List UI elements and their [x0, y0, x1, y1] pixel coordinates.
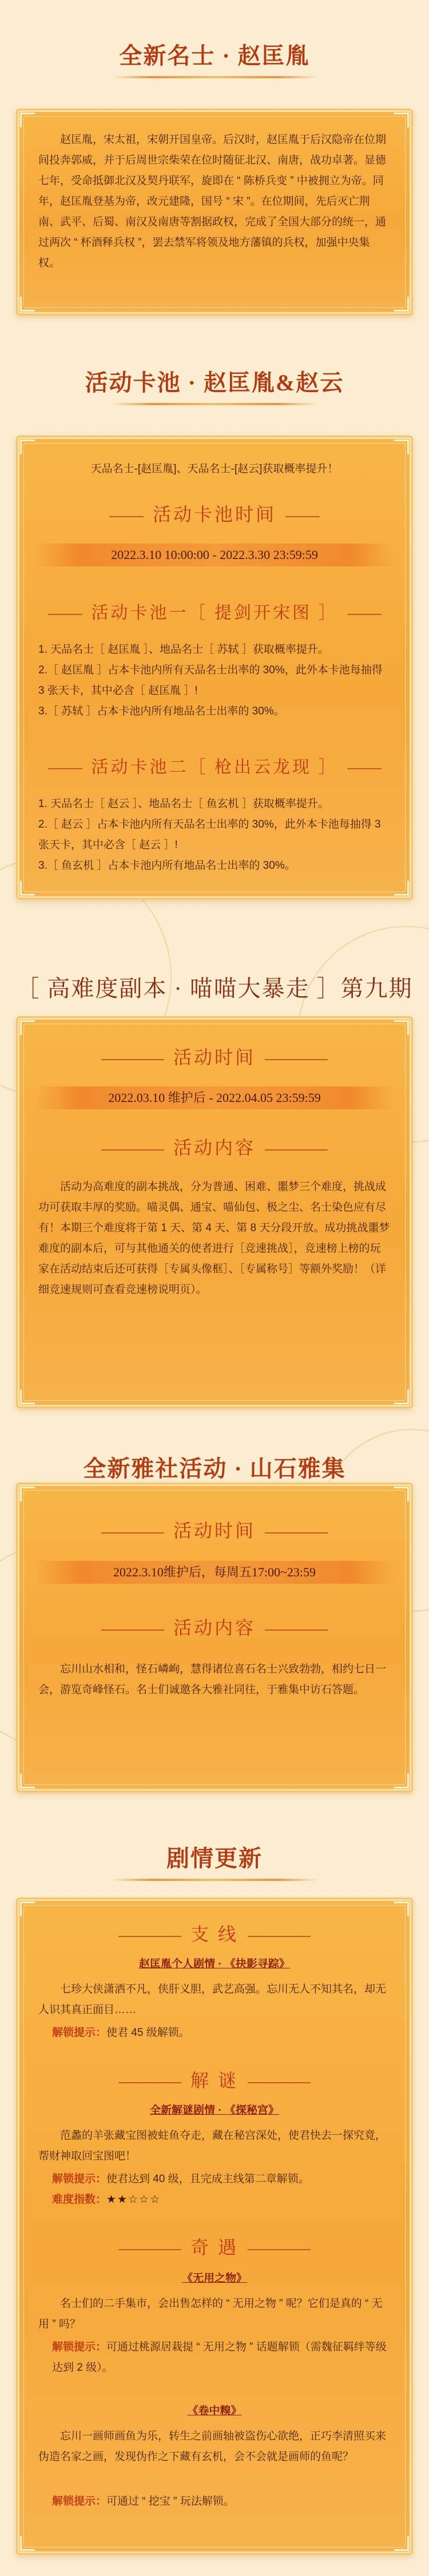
pool1-rules-list [38, 640, 391, 722]
adventure2-story-text: 忘川一画师画鱼为乐，转生之前画轴被盗伤心欲绝，正巧李清照买来伪造名家之画，发现伪作之下藏有玄机，会不会就是画师的鱼呢？ [38, 2430, 387, 2463]
pool-time-heading: 活动卡池时间 [18, 500, 411, 526]
puzzle-unlock-hint: 解锁提示：使君达到 40 级，且完成主线第二章解锁。 [52, 2173, 309, 2185]
adventure-heading: 奇 遇 [18, 2233, 411, 2259]
pool1-rule: 1. 天品名士［ 赵匡胤 ］、地品名士［ 苏轼 ］获取概率提升。 [38, 644, 329, 656]
title-underline-decoration [112, 403, 317, 405]
pool-time-ribbon: 2022.3.10 10:00:00 - 2022.3.30 23:59:59 [35, 544, 394, 566]
difficulty-stars: ★★☆☆☆ [106, 2194, 161, 2206]
pool1-rule: 2.［ 赵匡胤 ］占本卡池内所有天品名士出率的 30%，此外本卡池每抽得 3 张天卡，其中必含［ 赵匡胤 ］! [38, 664, 383, 697]
section-title-story-update: 剧情更新 [0, 1840, 429, 1881]
pool1-heading: 活动卡池一［ 提剑开宋图 ］ [18, 598, 411, 624]
adventure1-unlock-hint: 解锁提示：可通过桃源居栽提 “ 无用之物 ” 话题解锁（需魏征羁绊等级达到 2 级）。 [52, 2341, 387, 2374]
branch-story-text: 七珍大侠潇洒不凡，侠肝义胆，武艺高强。忘川无人不知其名，却无人识其真正面目…… [38, 1983, 387, 2016]
pool2-heading: 活动卡池二［ 枪出云龙现 ］ [18, 753, 411, 778]
section-title-new-celebrity: 全新名士 · 赵匡胤 [0, 38, 429, 78]
dungeon-time-heading: 活动时间 [18, 1043, 411, 1069]
celebrity-intro-panel [16, 109, 413, 315]
puzzle-difficulty: 难度指数：★★☆☆☆ [52, 2194, 161, 2206]
card-pool-panel [16, 436, 413, 900]
yashe-time-heading: 活动时间 [18, 1516, 411, 1543]
section-title-dungeon: ［ 高难度副本 · 喵喵大暴走 ］第九期 [16, 976, 413, 1001]
celebrity-bio-text: 赵匡胤，宋太祖，宋朝开国皇帝。后汉时，赵匡胤于后汉隐帝在位期间投奔郭威，并于后周世宗柴荣在位时随征北汉、南唐，战功卓著。显德七年，受命抵御北汉及契丹联军，旋即在 “ 陈桥兵变 ” 中被拥立为帝。同年，赵匡胤登基为帝，改元建隆，国号 “ 宋 ”。在位期间，先后灭亡荆南、武平、后蜀、南汉及南唐等割据政权，完成了全国大部分的统一，通过两次 “ 杯酒释兵权 ”，罢去禁军将领及地方藩镇的兵权，加强中央集权。 [38, 134, 387, 269]
puzzle-heading: 解 谜 [18, 2066, 411, 2092]
pool2-rule: 1. 天品名士［ 赵云 ］、地品名士［ 鱼玄机 ］获取概率提升。 [38, 798, 329, 810]
dungeon-content-text: 活动为高难度的副本挑战，分为普通、困难、噩梦三个难度，挑战成功可获取丰厚的奖励。喵灵偶、通宝、喵仙包、极之尘、名士染色应有尽有！本期三个难度将于第 1 天、第 4 天、第 8 天分段开放。成功挑战噩梦难度的副本后，可与其他通关的使者进行［竞速挑战］，竞速榜上榜的玩家在活动结束后还可获得［专属头像框］、［专属称号］等额外奖励！（详细竞速规则可查看竞速榜说明页）。 [38, 1181, 390, 1296]
puzzle-story-text: 范蠡的羊张藏宝图被蛀鱼夺走，藏在秘宫深处，使君快去一探究竟，帮财神取回宝图吧！ [38, 2130, 387, 2162]
adventure1-story-name: 《无用之物》 [181, 2273, 247, 2285]
dungeon-content-heading: 活动内容 [18, 1133, 411, 1160]
branch-heading: 支 线 [18, 1920, 411, 1946]
pool2-rules-list [38, 794, 391, 876]
dungeon-time-ribbon: 2022.03.10 维护后 - 2022.04.05 23:59:59 [35, 1087, 394, 1109]
pool1-rule: 3.［ 苏轼 ］占本卡池内所有地品名士出率的 30%。 [38, 705, 285, 717]
pool2-rule: 2.［ 赵云 ］占本卡池内所有天品名士出率的 30%，此外本卡池每抽得 3 张天卡，其中必含［ 赵云 ］! [38, 818, 381, 851]
puzzle-story-name: 全新解谜剧情 · 《探秘宫》 [150, 2104, 279, 2116]
title-underline-decoration [112, 1879, 317, 1881]
yashe-time-ribbon: 2022.3.10维护后，每周五17:00~23:59 [35, 1561, 394, 1584]
adventure1-story-text: 名士们的二手集市，会出售怎样的 “ 无用之物 ” 呢？它们是真的 “ 无用 ” 吗？ [38, 2298, 383, 2330]
branch-unlock-hint: 解锁提示：使君 45 级解锁。 [52, 2027, 190, 2039]
dungeon-panel [16, 1016, 413, 1408]
pool-intro-text: 天品名士-[赵匡胤]、天品名士-[赵云]获取概率提升！ [90, 463, 339, 475]
branch-story-name: 赵匡胤个人剧情 · 《抉影寻踪》 [139, 1958, 290, 1970]
yashe-content-heading: 活动内容 [18, 1614, 411, 1640]
section-title-card-pool: 活动卡池 · 赵匡胤&赵云 [0, 365, 429, 405]
section-title-yashe: 全新雅社活动 · 山石雅集 [0, 1451, 429, 1491]
yashe-content-text: 忘川山水相和，怪石嶙峋，慧得诸位喜石名士兴致勃勃，相约七日一会，游览奇峰怪石。名士们诚邀各大雅社同往，于雅集中访石答题。 [38, 1663, 387, 1696]
yashe-panel [16, 1483, 413, 1792]
story-panel [16, 1898, 413, 2555]
adventure2-story-name: 《卷中糗》 [187, 2405, 242, 2417]
adventure2-unlock-hint: 解锁提示：可通过 “ 挖宝 ” 玩法解锁。 [52, 2495, 235, 2507]
title-underline-decoration [112, 76, 317, 78]
pool2-rule: 3.［ 鱼玄机 ］占本卡池内所有地品名士出率的 30%。 [38, 860, 296, 872]
